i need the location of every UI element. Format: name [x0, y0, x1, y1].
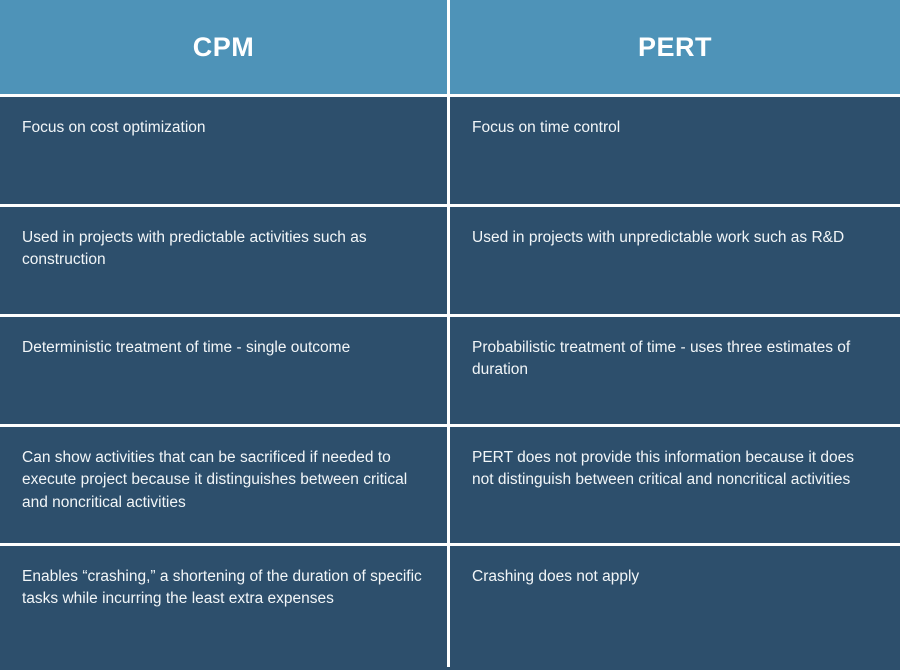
- cell-pert: Focus on time control: [472, 119, 621, 136]
- table-row: [0, 424, 900, 543]
- table-row: [0, 314, 900, 424]
- cell-cpm: Used in projects with predictable activities such as construction: [0, 207, 450, 314]
- cell-pert: Probabilistic treatment of time - uses three estimates of duration: [472, 339, 851, 379]
- cell-cpm: Enables “crashing,” a shortening of the duration of specific tasks while incurring the least extra expenses: [0, 546, 450, 667]
- table-row: [0, 543, 900, 667]
- cell-pert: PERT does not provide this information because it does not distinguish between critical and noncritical activities: [472, 449, 854, 489]
- cell-pert: Used in projects with unpredictable work such as R&D: [472, 229, 845, 246]
- cell-cpm: Deterministic treatment of time - single outcome: [0, 317, 450, 424]
- column-header-pert: PERT: [450, 0, 900, 94]
- table-header-row: [0, 0, 900, 94]
- cell-pert: Crashing does not apply: [472, 568, 640, 585]
- cell-cpm: Can show activities that can be sacrificed if needed to execute project because it distinguishes between critical and noncritical activities: [0, 427, 450, 543]
- cell-cpm: Focus on cost optimization: [0, 97, 450, 204]
- column-header-cpm: CPM: [0, 0, 450, 94]
- table-row: [0, 204, 900, 314]
- table-row: [0, 94, 900, 204]
